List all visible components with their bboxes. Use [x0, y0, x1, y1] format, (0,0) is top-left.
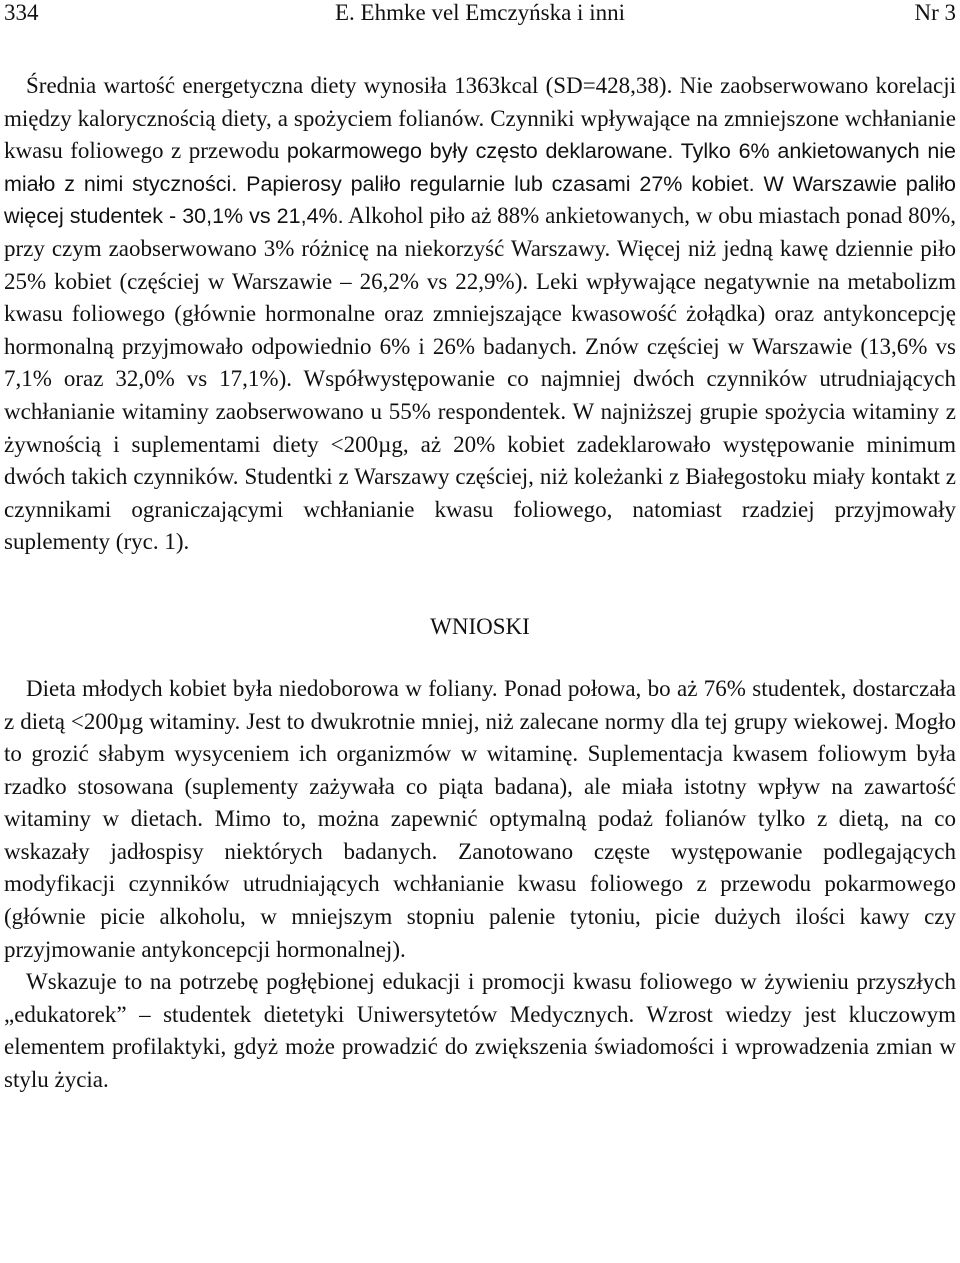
results-text-part-1: Średnia wartość energetyczna diety wynosiła 1363kcal (SD=428,38). Nie zaobserwowano korelacji między kalorycznością diety, a spożyciem folianów. Czynniki wpływające na zmniejszone wchłanianie kwasu foliowego z przewodu [4, 73, 956, 164]
section-heading-wnioski: WNIOSKI [430, 613, 530, 639]
page-number: 334 [4, 0, 39, 25]
results-paragraph [4, 70, 956, 559]
running-header [4, 0, 956, 26]
issue-number: Nr 3 [914, 0, 956, 25]
conclusions-paragraph-1: Dieta młodych kobiet była niedoborowa w foliany. Ponad połowa, bo aż 76% studentek, dostarczała z dietą <200µg witaminy. Jest to dwukrotnie mniej, niż zalecane normy dla tej grupy wiekowej. Mogło to grozić słabym wysyceniem ich organizmów w witaminę. Suplementacja kwasem foliowym była rzadko stosowana (suplementy zażywała co piąta badana), ale miała istotny wpływ na zawartość witaminy w dietach. Mimo to, można zapewnić optymalną podaż folianów tylko z dietą, na co wskazały jadłospisy niektórych badanych. Zanotowano częste występowanie podlegających modyfikacji czynników utrudniających wchłanianie kwasu foliowego z przewodu pokarmowego (głównie picie alkoholu, w mniejszym stopniu palenie tytoniu, picie dużych ilości kawy czy przyjmowanie antykoncepcji hormonalnej). [4, 675, 956, 962]
running-title-authors: E. Ehmke vel Emczyńska i inni [335, 0, 625, 25]
document-page [4, 0, 956, 1097]
results-text-part-2: pokarmowego były często deklarowane. Tylko 6% ankietowanych nie miało z nimi styczności. Papierosy paliło regularnie lub czasami 27% kobiet. W Warszawie paliło więcej studentek - 30,1% vs 21,4%. [4, 139, 957, 229]
results-text-part-3: Alkohol piło aż 88% ankietowanych, w obu miastach ponad 80%, przy czym zaobserwowano 3% różnicę na niekorzyść Warszawy. Więcej niż jedną kawę dziennie piło 25% kobiet (częściej w Warszawie – 26,2% vs 22,9%). Leki wpływające negatywnie na metabolizm kwasu foliowego (głównie hormonalne oraz zmniejszające kwasowość żołądka) oraz antykoncepcję hormonalną przyjmowało odpowiednio 6% i 26% badanych. Znów częściej w Warszawie (13,6% vs 7,1% oraz 32,0% vs 17,1%). Współwystępowanie co najmniej dwóch czynników utrudniających wchłanianie witaminy zaobserwowano u 55% respondentek. W najniższej grupie spożycia witaminy z żywnością i suplementami diety <200µg, aż 20% kobiet zadeklarowało występowanie minimum dwóch takich czynników. Studentki z Warszawy częściej, niż koleżanki z Białegostoku miały kontakt z czynnikami ograniczającymi wchłanianie kwasu foliowego, natomiast rzadziej przyjmowały suplementy (ryc. 1). [4, 203, 956, 555]
conclusions-paragraph-2: Wskazuje to na potrzebę pogłębionej edukacji i promocji kwasu foliowego w żywieniu przyszłych „edukatorek” – studentek dietetyki Uniwersytetów Medycznych. Wzrost wiedzy jest kluczowym elementem profilaktyki, gdyż może prowadzić do zwiększenia świadomości i wprowadzenia zmian w stylu życia. [4, 969, 956, 1093]
